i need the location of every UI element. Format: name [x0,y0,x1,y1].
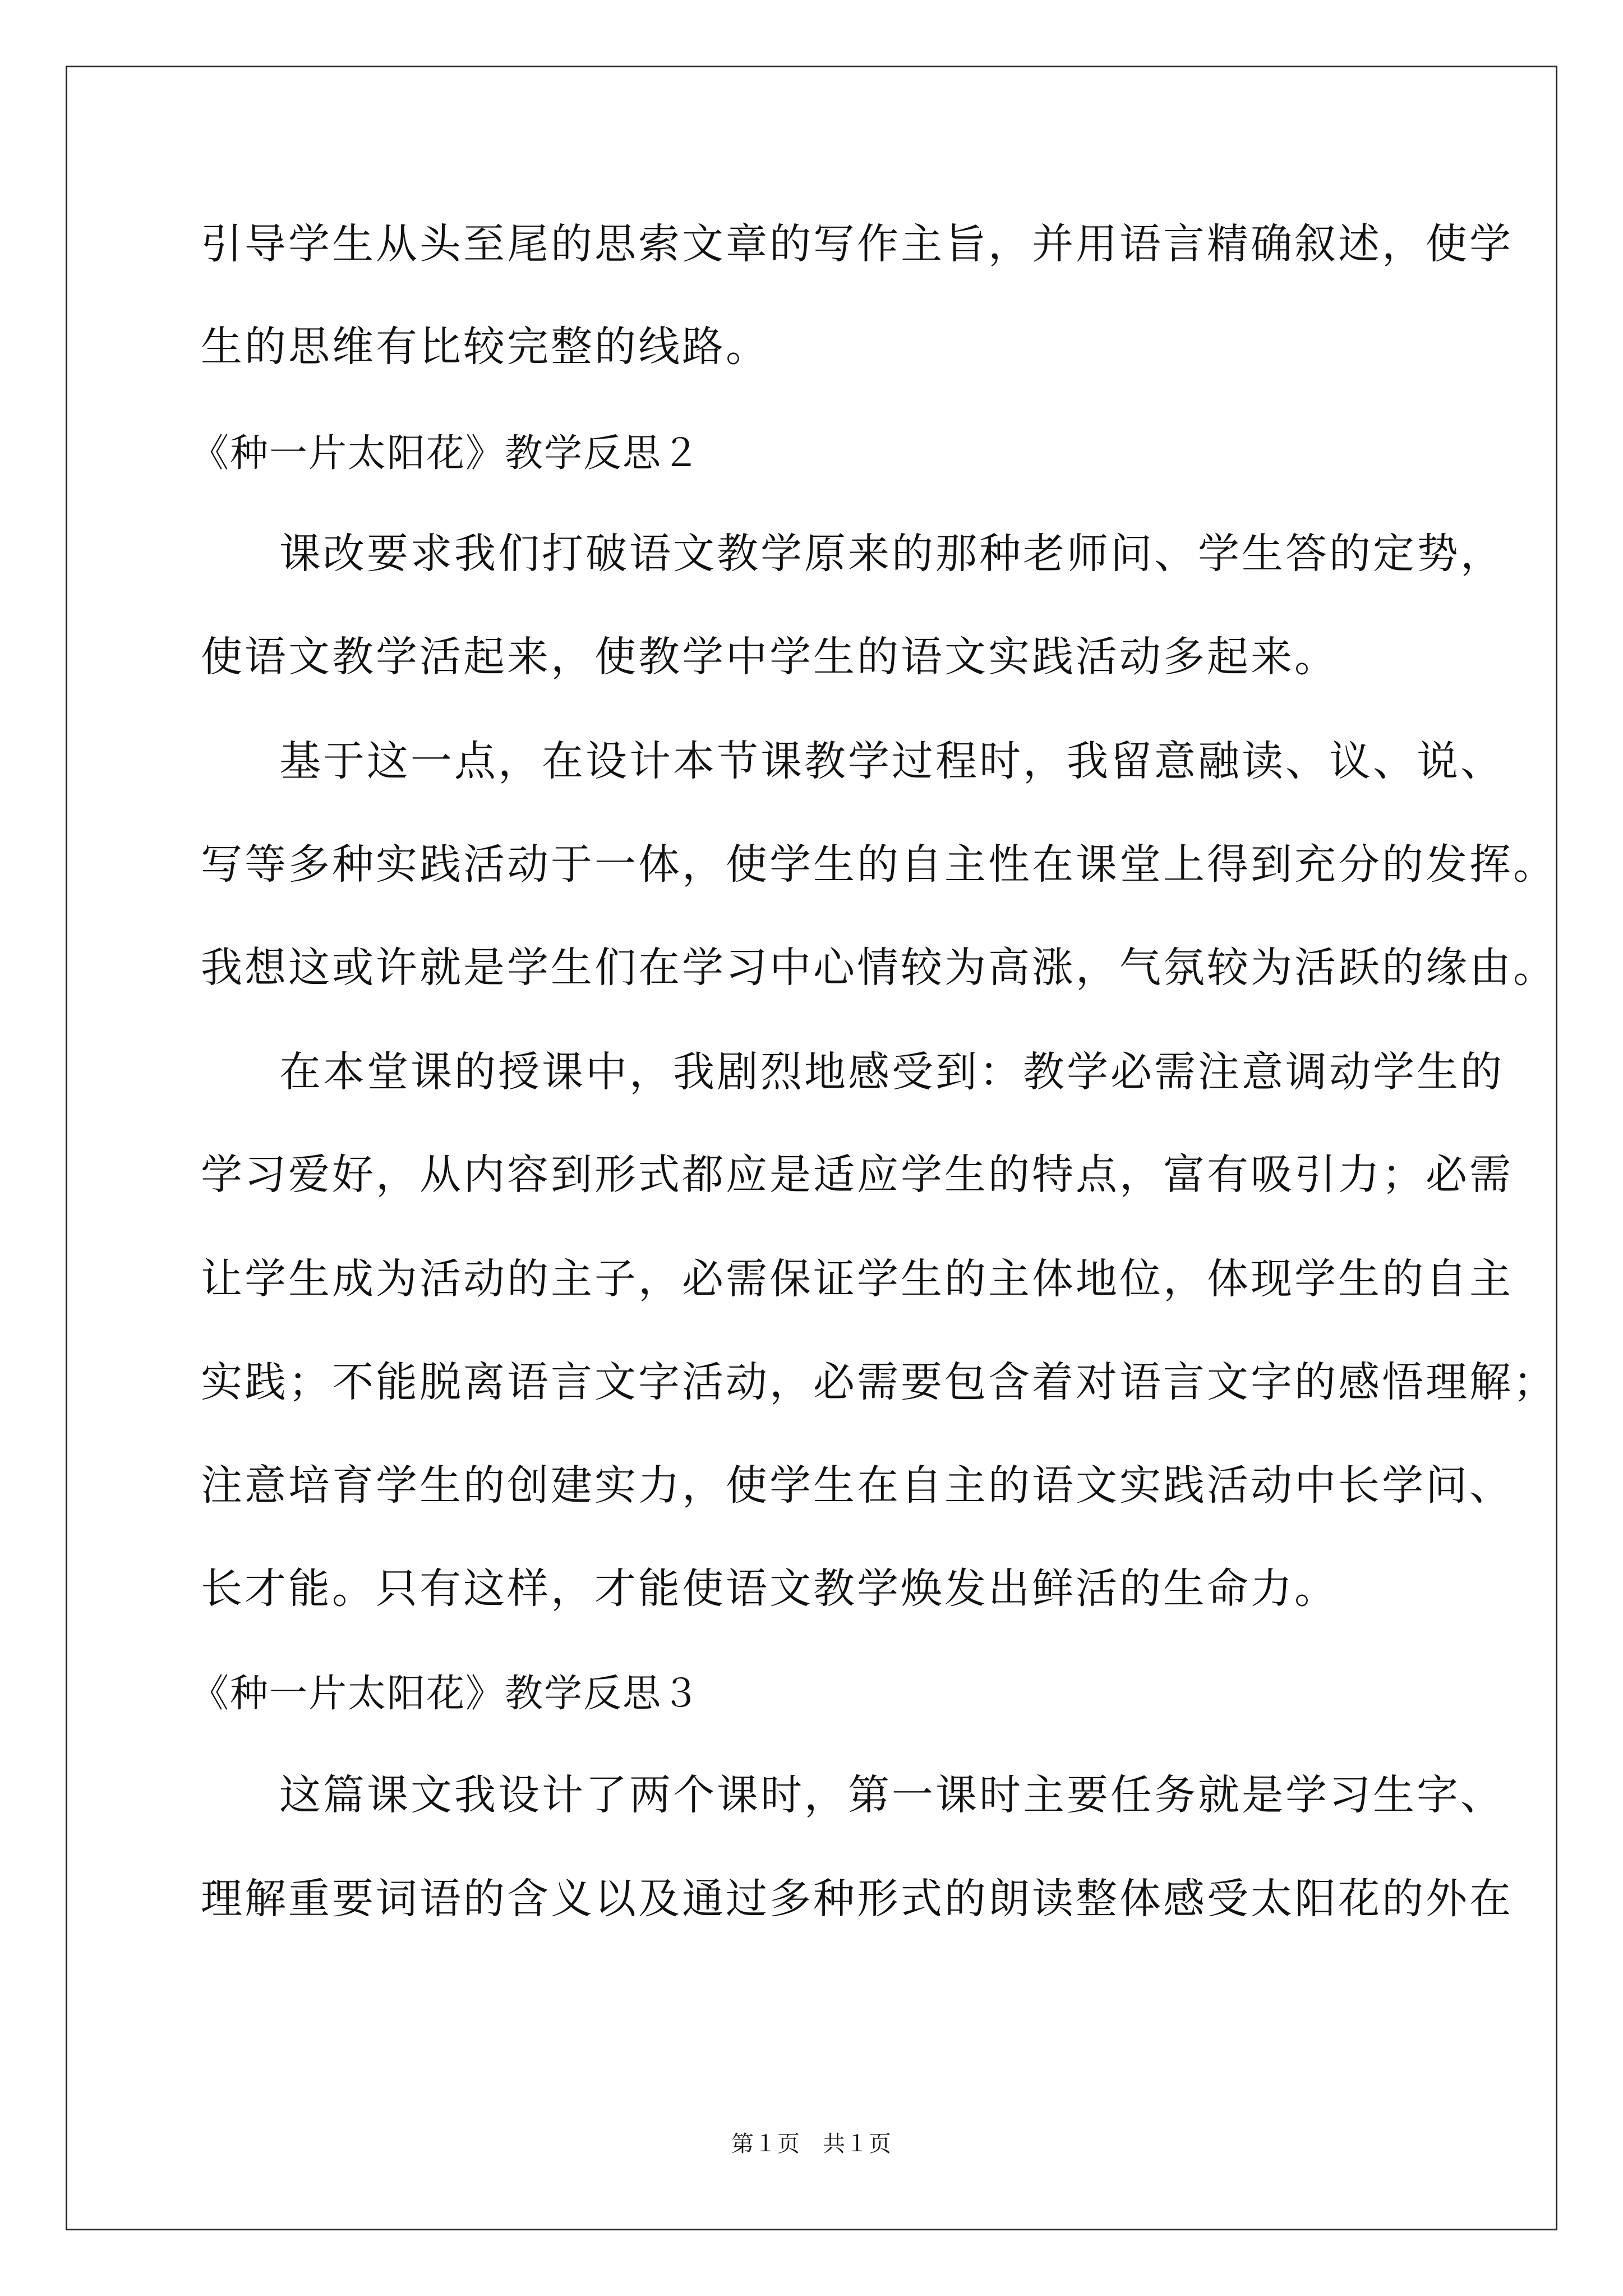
paragraph-line: 课改要求我们打破语文教学原来的那种老师问、学生答的定势， [279,530,1504,578]
paragraph-line: 长才能。只有这样，才能使语文教学焕发出鲜活的生命力。 [201,1565,1338,1613]
paragraph-line: 让学生成为活动的主子，必需保证学生的主体地位，体现学生的自主 [201,1255,1513,1303]
paragraph-line: 学习爱好，从内容到形式都应是适应学生的特点，富有吸引力；必需 [201,1151,1513,1199]
paragraph-line: 生的思维有比较完整的线路。 [201,323,769,371]
paragraph-line: 注意培育学生的创建实力，使学生在自主的语文实践活动中长学问、 [201,1461,1513,1510]
paragraph-line: 我想这或许就是学生们在学习中心情较为高涨，气氛较为活跃的缘由。 [201,944,1557,992]
paragraph-line: 这篇课文我设计了两个课时，第一课时主要任务就是学习生字、 [279,1771,1504,1819]
paragraph-line: 使语文教学活起来，使教学中学生的语文实践活动多起来。 [201,633,1338,681]
page-footer [0,2127,1623,2161]
paragraph-line: 引导学生从头至尾的思索文章的写作主旨，并用语言精确叙述，使学 [201,220,1513,268]
page-number-current: 第１页 [731,2131,800,2157]
paragraph-line: 实践；不能脱离语言文字活动，必需要包含着对语言文字的感悟理解； [201,1358,1557,1406]
paragraph-line: 基于这一点，在设计本节课教学过程时，我留意融读、议、说、 [279,737,1504,785]
section-heading: 《种一片太阳花》教学反思２ [191,431,702,476]
paragraph-line: 写等多种实践活动于一体，使学生的自主性在课堂上得到充分的发挥。 [201,840,1557,889]
paragraph-line: 理解重要词语的含义以及通过多种形式的朗读整体感受太阳花的外在 [201,1875,1513,1923]
section-heading: 《种一片太阳花》教学反思３ [191,1672,702,1716]
page-number-total: 共１页 [823,2131,892,2157]
paragraph-line: 在本堂课的授课中，我剧烈地感受到：教学必需注意调动学生的 [279,1048,1504,1096]
